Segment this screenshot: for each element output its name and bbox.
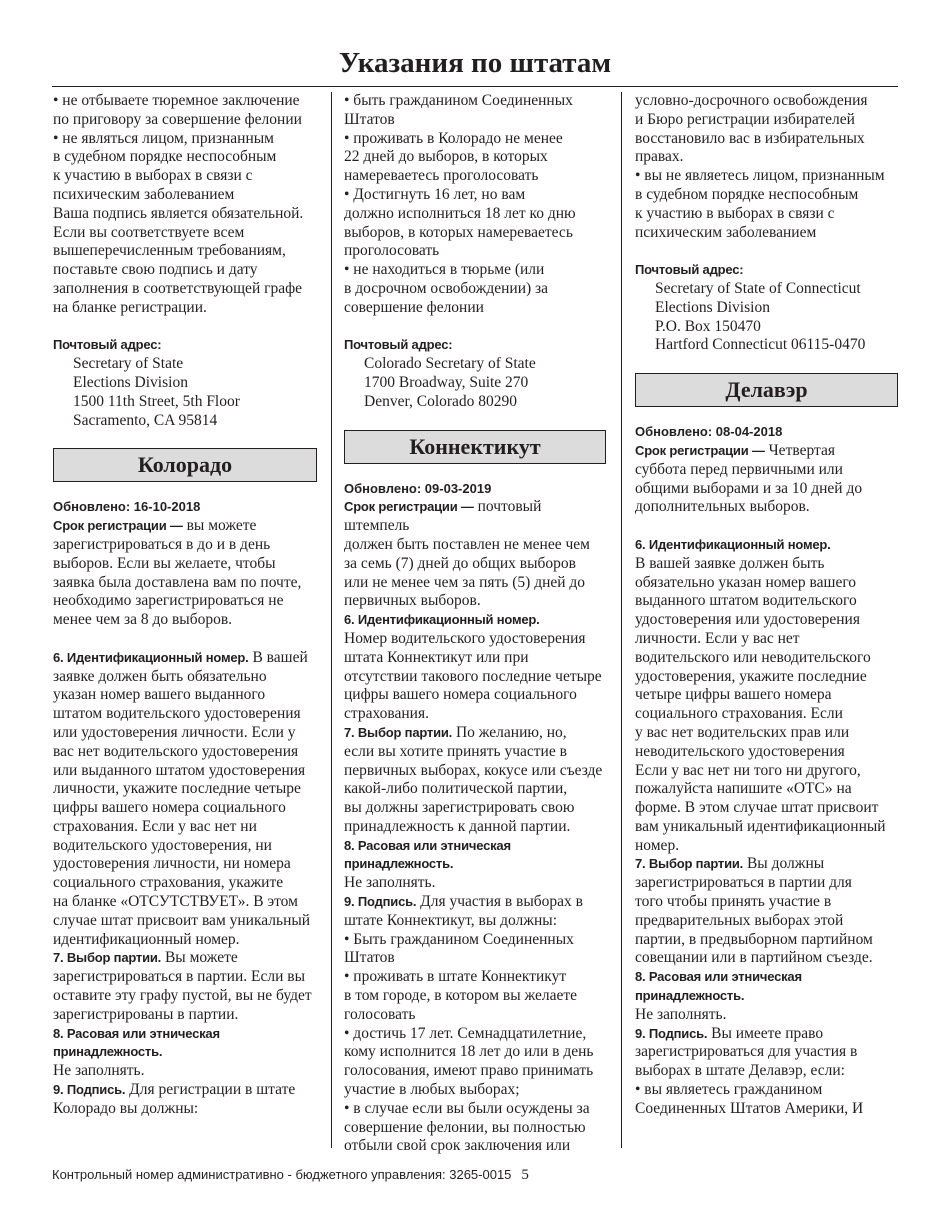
text-line: правах. (635, 148, 684, 166)
text-line: идентификационный номер. (53, 930, 240, 948)
text-line: • не отбываете тюремное заключение (53, 92, 300, 109)
text-line: вам уникальный идентификационный (635, 817, 886, 835)
text-line: 22 дней до выборов, в которых (344, 148, 548, 166)
address-line: Denver, Colorado 80290 (364, 392, 518, 410)
mail-label: Почтовый адрес: (344, 337, 453, 353)
text-line: совещании или в партийном съезде. (635, 949, 873, 967)
text-line: отсутствии такового последние четыре (344, 667, 602, 685)
text-line: • не являться лицом, признанным (53, 129, 274, 147)
text-line: цифры вашего номера социального (53, 799, 286, 817)
address-line: Secretary of State of Connecticut (655, 279, 861, 297)
text-line: • в случае если вы были осуждены за (344, 1099, 590, 1117)
text-line: • достичь 17 лет. Семнадцатилетние, (344, 1024, 587, 1042)
text-line: водительского или неводительского (635, 648, 871, 666)
column-1 (53, 92, 317, 1119)
text-line: водительского удостоверения, ни (53, 836, 272, 854)
text-line: необходимо зарегистрироваться не (53, 592, 284, 610)
text-line: и Бюро регистрации избирателей (635, 110, 855, 128)
party-line: 7. Выбор партии. Вы можете (53, 949, 238, 967)
text-line: зарегистрироваться в партии. Если вы (53, 968, 306, 986)
text-line: штате Коннектикут, вы должны: (344, 911, 558, 929)
text-line: оставите эту графу пустой, вы не будет (53, 987, 312, 1005)
id-label: 6. Идентификационный номер. (344, 612, 540, 628)
text-line: социального страхования, укажите (53, 874, 284, 892)
text-line: Если у вас нет ни того ни другого, (635, 761, 861, 779)
address-line: 1500 11th Street, 5th Floor (73, 392, 240, 410)
text-line: выданного штатом водительского (635, 592, 857, 610)
text-line: в досрочном освобождении) за (344, 279, 549, 297)
text-line: заявке должен быть обязательно (53, 667, 267, 685)
signature-label: 9. Подпись. (53, 1082, 126, 1098)
page-title: Указания по штатам (338, 47, 612, 79)
text-line: заявка была доставлена вам по почте, (53, 573, 302, 591)
address-line: Elections Division (655, 298, 770, 316)
text-line: выборах в штате Делавэр, если: (635, 1062, 845, 1080)
text-line: менее чем за 8 до выборов. (53, 611, 233, 629)
text-line: Штатов (344, 949, 395, 967)
race-label: 8. Расовая или этническая принадлежность. (53, 1025, 220, 1060)
title-rule (52, 86, 898, 87)
text-line: совершение фелонии, вы полностью (344, 1118, 586, 1136)
deadline-line: Срок регистрации — вы можете (53, 517, 257, 535)
address-line: 1700 Broadway, Suite 270 (364, 373, 529, 391)
text-line: или выданного штатом удостоверения (53, 761, 306, 779)
text-line: удостоверения или удостоверения (635, 611, 860, 629)
text-line: дополнительных выборов. (635, 498, 810, 516)
signature-line: 9. Подпись. Для участия в выборах в (344, 893, 583, 911)
deadline-label: Срок регистрации — (635, 442, 765, 458)
race-label: 8. Расовая или этническая принадлежность. (344, 837, 511, 872)
text-line: кому исполнится 18 лет до или в день (344, 1043, 594, 1061)
text-line: социального страхования. Если (635, 705, 843, 723)
mail-label: Почтовый адрес: (635, 262, 744, 278)
address-line: Hartford Connecticut 06115-0470 (655, 336, 866, 354)
text-line: голосования, имеют право принимать (344, 1062, 594, 1080)
address-line: Sacramento, CA 95814 (73, 411, 218, 429)
text-line: в судебном порядке неспособным (635, 185, 859, 203)
text-line: предварительных выборах этой (635, 911, 844, 929)
text-line: • Быть гражданином Соединенных (344, 930, 574, 948)
text-line: выборов. Если вы желаете, чтобы (53, 554, 276, 572)
party-line: 7. Выбор партии. По желанию, но, (344, 723, 567, 741)
text-line: цифры вашего номера социального (344, 686, 577, 704)
text-line: штата Коннектикут или при (344, 648, 529, 666)
text-line: в судебном порядке неспособным (53, 148, 277, 166)
text-line: • вы являетесь гражданином (635, 1081, 823, 1099)
id-label: 6. Идентификационный номер. (635, 536, 831, 552)
address-line: Elections Division (73, 373, 188, 391)
text-line: совершение фелонии (344, 298, 484, 316)
address-line: Secretary of State (73, 355, 184, 373)
text-line: к участию в выборах в связи с (53, 167, 253, 185)
text-line: удостоверения, укажите последние (635, 667, 867, 685)
text-line: по приговору за совершение фелонии (53, 110, 302, 128)
text-line: штатом водительского удостоверения (53, 705, 301, 723)
text-line: того чтобы принять участие в (635, 893, 832, 911)
updated-date: Обновлено: 09-03-2019 (344, 480, 492, 496)
text-line: выборов, в которых намереваетесь (344, 223, 573, 241)
text-line: партии, в предвыборном партийном (635, 930, 873, 948)
text-line: психическим заболеванием (53, 185, 235, 203)
party-label: 7. Выбор партии. (635, 856, 744, 872)
text-line: Если вы соответствуете всем (53, 223, 245, 241)
text-line: общими выборами и за 10 дней до (635, 479, 863, 497)
text-line: неводительского удостоверения (635, 742, 845, 760)
text-line: зарегистрироваться в до и в день (53, 535, 271, 553)
signature-label: 9. Подпись. (344, 894, 417, 910)
text-line: голосовать (344, 1005, 416, 1023)
deadline-label: Срок регистрации — (344, 499, 474, 515)
text-line: зарегистрироваться в партии для (635, 874, 852, 892)
column-divider (331, 92, 332, 1148)
race-label: 8. Расовая или этническая принадлежность. (635, 969, 802, 1004)
text-line: на бланке регистрации. (53, 298, 207, 316)
text-line: Ваша подпись является обязательной. (53, 204, 304, 222)
address-line: Colorado Secretary of State (364, 355, 536, 373)
deadline-label: Срок регистрации — (53, 518, 183, 534)
text-line: первичных выборов. (344, 592, 481, 610)
text-line: Соединенных Штатов Америки, И (635, 1099, 864, 1117)
column-2 (344, 92, 606, 1156)
text-line: удостоверения личности, ни номера (53, 855, 291, 873)
updated-date: Обновлено: 08-04-2018 (635, 424, 783, 440)
text-line: Колорадо вы должны: (53, 1099, 199, 1117)
text-line: должен быть поставлен не менее чем (344, 535, 590, 553)
text-line: условно-досрочного освобождения (635, 92, 868, 109)
text-line: указан номер вашего выданного (53, 686, 266, 704)
mail-label: Почтовый адрес: (53, 337, 162, 353)
text-line: восстановило вас в избирательных (635, 129, 865, 147)
text-line: Номер водительского удостоверения (344, 629, 586, 647)
state-heading-delaware: Делавэр (635, 373, 898, 407)
signature-line: 9. Подпись. Вы имеете право (635, 1024, 824, 1042)
text-line: психическим заболеванием (635, 223, 817, 241)
text-line: Не заполнять. (635, 1005, 727, 1023)
address-line: P.O. Box 150470 (655, 317, 761, 335)
text-line: страхования. (344, 705, 429, 723)
text-line: вас нет водительского удостоверения (53, 742, 299, 760)
text-line: Штатов (344, 110, 395, 128)
text-line: четыре цифры вашего номера (635, 686, 832, 704)
page-number: 5 (521, 1167, 529, 1183)
text-line: первичных выборах, кокусе или съезде (344, 761, 603, 779)
text-line: номер. (635, 836, 680, 854)
text-line: проголосовать (344, 242, 440, 260)
text-line: • вы не являетесь лицом, признанным (635, 167, 885, 185)
signature-label: 9. Подпись. (635, 1025, 708, 1041)
signature-line: 9. Подпись. Для регистрации в штате (53, 1081, 296, 1099)
text-line: на бланке «ОТСУТСТВУЕТ». В этом (53, 893, 298, 911)
text-line: обязательно указан номер вашего (635, 573, 857, 591)
text-line: страхования. Если у вас нет ни (53, 817, 257, 835)
deadline-line: Срок регистрации — почтовый штемпель (344, 498, 542, 535)
text-line: зарегистрированы в партии. (53, 1005, 239, 1023)
text-line: заполнения в соответствующей графе (53, 279, 303, 297)
text-line: принадлежность к данной партии. (344, 817, 571, 835)
text-line: • проживать в Колорадо не менее (344, 129, 563, 147)
text-line: если вы хотите принять участие в (344, 742, 567, 760)
text-line: отбыли свой срок заключения или (344, 1137, 571, 1155)
deadline-line: Срок регистрации — Четвертая (635, 441, 835, 459)
text-line: случае штат присвоит вам уникальный (53, 911, 311, 929)
text-line: или не менее чем за пять (5) дней до (344, 573, 586, 591)
id-label: 6. Идентификационный номер. (53, 649, 249, 665)
updated-date: Обновлено: 16-10-2018 (53, 499, 201, 515)
text-line: к участию в выборах в связи с (635, 204, 835, 222)
footer (52, 1167, 529, 1184)
omb-control-number: Контрольный номер административно - бюджетного управления: 3265-0015 (52, 1167, 512, 1182)
id-line: 6. Идентификационный номер. В вашей (53, 648, 308, 666)
column-3 (635, 92, 898, 1119)
text-line: Не заполнять. (344, 874, 436, 892)
party-label: 7. Выбор партии. (53, 950, 162, 966)
text-line: суббота перед первичными или (635, 460, 843, 478)
text-line: личности, укажите последние четыре (53, 780, 301, 798)
text-line: какой-либо политической партии, (344, 780, 568, 798)
text-line: вы должны зарегистрировать свою (344, 799, 575, 817)
text-line: • Достигнуть 16 лет, но вам (344, 185, 526, 203)
column-divider (621, 92, 622, 1148)
state-heading-colorado: Колорадо (53, 448, 317, 482)
text-line: зарегистрироваться для участия в (635, 1043, 858, 1061)
party-label: 7. Выбор партии. (344, 724, 453, 740)
text-line: участие в любых выборах; (344, 1081, 520, 1099)
text-line: намереваетесь проголосовать (344, 167, 539, 185)
text-line: в том городе, в котором вы желаете (344, 987, 578, 1005)
text-line: В вашей заявке должен быть (635, 554, 825, 572)
text-line: вышеперечисленным требованиям, (53, 242, 286, 260)
text-line: • проживать в штате Коннектикут (344, 968, 567, 986)
party-line: 7. Выбор партии. Вы должны (635, 855, 825, 873)
text-line: или удостоверения личности. Если у (53, 723, 296, 741)
state-heading-connecticut: Коннектикут (344, 430, 606, 464)
text-line: у вас нет водительских прав или (635, 723, 850, 741)
text-line: личности. Если у вас нет (635, 629, 800, 647)
text-line: пожалуйста напишите «ОТС» на (635, 780, 852, 798)
text-line: форме. В этом случае штат присвоит (635, 799, 879, 817)
text-line: • не находиться в тюрьме (или (344, 261, 545, 279)
text-line: должно исполниться 18 лет ко дню (344, 204, 576, 222)
text-line: поставьте свою подпись и дату (53, 261, 258, 279)
text-line: • быть гражданином Соединенных (344, 92, 573, 109)
text-line: Не заполнять. (53, 1062, 145, 1080)
text-line: за семь (7) дней до общих выборов (344, 554, 576, 572)
